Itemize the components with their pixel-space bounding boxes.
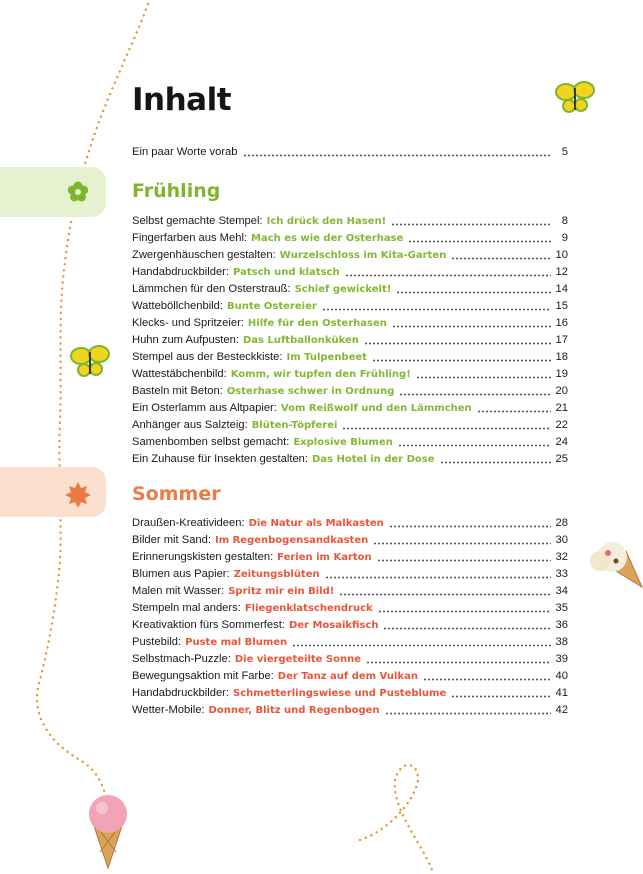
entry-page: 12 (555, 266, 568, 278)
entry-page: 15 (555, 300, 568, 312)
entry-subtitle: Das Hotel in der Dose (312, 454, 435, 465)
entry-label: Handabdruckbilder: (132, 687, 230, 699)
entry-subtitle: Im Regenbogensandkasten (214, 535, 369, 546)
entry-page: 32 (555, 551, 568, 563)
entry-label: Bilder mit Sand: (132, 534, 211, 546)
entry-label: Wetter-Mobile: (132, 704, 205, 716)
butterfly-icon (71, 346, 109, 376)
entry-label: Basteln mit Beton: (132, 385, 223, 397)
entry-subtitle: Ich drück den Hasen! (266, 216, 387, 227)
sun-icon (64, 481, 92, 509)
dot-leader (342, 427, 550, 430)
dot-leader (364, 342, 551, 345)
entry-page: 33 (555, 568, 568, 580)
entry-label: Samenbomben selbst gemacht: (132, 436, 290, 448)
entry-page: 24 (555, 436, 568, 448)
toc-entry[interactable] (132, 315, 568, 332)
entry-page: 30 (555, 534, 568, 546)
entry-subtitle: Wurzelschloss im Kita-Garten (279, 250, 447, 261)
toc-entry[interactable] (132, 651, 568, 668)
dot-leader (451, 695, 550, 698)
section-heading-spring: Frühling (132, 180, 221, 202)
entry-label: Ein Zuhause für Insekten gestalten: (132, 453, 309, 465)
entry-page: 42 (555, 704, 568, 716)
entry-subtitle: Bunte Ostereier (227, 301, 317, 312)
dot-leader (325, 576, 551, 579)
entry-page: 17 (555, 334, 568, 346)
entry-subtitle: Fliegenklatschendruck (244, 603, 373, 614)
toc-entry[interactable] (132, 600, 568, 617)
dot-leader (378, 610, 551, 613)
entry-page: 36 (555, 619, 568, 631)
entry-label: Selbstmach-Puzzle: (132, 653, 231, 665)
entry-label: Stempel aus der Besteckkiste: (132, 351, 283, 363)
toc-entry[interactable] (132, 668, 568, 685)
toc-entry[interactable] (132, 451, 568, 468)
toc-entry[interactable] (132, 532, 568, 549)
entry-page: 35 (555, 602, 568, 614)
entry-label: Ein Osterlamm aus Altpapier: (132, 402, 277, 414)
toc-entry[interactable] (132, 617, 568, 634)
entry-subtitle: Das Luftballonküken (242, 335, 359, 346)
toc-entry[interactable] (132, 247, 568, 264)
entry-subtitle: Donner, Blitz und Regenbogen (208, 705, 380, 716)
dot-leader (385, 712, 551, 715)
entry-subtitle: Im Tulpenbeet (286, 352, 367, 363)
entry-subtitle: Spritz mir ein Bild! (228, 586, 335, 597)
toc-entry[interactable] (132, 213, 568, 230)
toc-entry[interactable] (132, 549, 568, 566)
entry-page: 16 (555, 317, 568, 329)
entry-subtitle: Hilfe für den Osterhasen (247, 318, 387, 329)
entry-subtitle: Explosive Blumen (293, 437, 393, 448)
entry-subtitle: Puste mal Blumen (185, 637, 288, 648)
entry-subtitle: Der Tanz auf dem Vulkan (277, 671, 418, 682)
entry-label: Erinnerungskisten gestalten: (132, 551, 274, 563)
entry-label: Zwergenhäuschen gestalten: (132, 249, 276, 261)
entry-label: Anhänger aus Salzteig: (132, 419, 248, 431)
toc-entry[interactable] (132, 566, 568, 583)
dot-leader (399, 393, 550, 396)
entry-label: Wattestäbchenbild: (132, 368, 227, 380)
toc-entry[interactable] (132, 366, 568, 383)
ice-cream-cone-icon (89, 795, 127, 868)
entry-label: Selbst gemachte Stempel: (132, 215, 263, 227)
dot-leader (383, 627, 550, 630)
toc-entry[interactable] (132, 264, 568, 281)
dot-leader (416, 376, 551, 379)
intro-entry[interactable] (132, 144, 568, 161)
entry-label: Handabdruckbilder: (132, 266, 230, 278)
entry-page: 5 (561, 146, 568, 158)
entry-subtitle: Zeitungsblüten (233, 569, 320, 580)
toc-list-spring (132, 213, 568, 468)
flower-icon (66, 180, 90, 204)
entry-page: 40 (555, 670, 568, 682)
entry-subtitle: Osterhase schwer in Ordnung (226, 386, 395, 397)
dot-leader (396, 291, 550, 294)
entry-page: 9 (561, 232, 568, 244)
dot-leader (372, 359, 551, 362)
toc-entry[interactable] (132, 400, 568, 417)
toc-entry[interactable] (132, 349, 568, 366)
entry-label: Malen mit Wasser: (132, 585, 225, 597)
toc-entry[interactable] (132, 685, 568, 702)
entry-subtitle: Die Natur als Malkasten (248, 518, 384, 529)
entry-page: 8 (561, 215, 568, 227)
entry-label: Pustebild: (132, 636, 182, 648)
toc-entry[interactable] (132, 332, 568, 349)
entry-subtitle: Vom Reißwolf und den Lämmchen (280, 403, 472, 414)
dot-leader (440, 461, 551, 464)
dot-leader (477, 410, 551, 413)
entry-label: Kreativaktion fürs Sommerfest: (132, 619, 285, 631)
dot-leader (408, 240, 551, 243)
dot-leader (373, 542, 550, 545)
toc-entry[interactable] (132, 383, 568, 400)
section-tab-spring (0, 167, 106, 217)
toc-entry[interactable] (132, 702, 568, 719)
entry-page: 10 (555, 249, 568, 261)
dot-leader (366, 661, 551, 664)
dot-leader (339, 593, 550, 596)
toc-entry[interactable] (132, 434, 568, 451)
dot-leader (389, 525, 551, 528)
dot-leader (322, 308, 551, 311)
entry-page: 21 (555, 402, 568, 414)
entry-page: 34 (555, 585, 568, 597)
entry-page: 20 (555, 385, 568, 397)
toc-entry[interactable] (132, 417, 568, 434)
page-title: Inhalt (132, 82, 232, 118)
dot-leader (451, 257, 550, 260)
toc-entry[interactable] (132, 281, 568, 298)
entry-label: Huhn zum Aufpusten: (132, 334, 239, 346)
entry-subtitle: Blüten-Töpferei (251, 420, 338, 431)
entry-subtitle: Patsch und klatsch (233, 267, 340, 278)
entry-page: 18 (555, 351, 568, 363)
butterfly-icon (556, 82, 594, 112)
toc-list-summer (132, 515, 568, 719)
entry-page: 19 (555, 368, 568, 380)
entry-page: 41 (555, 687, 568, 699)
entry-page: 28 (555, 517, 568, 529)
entry-page: 25 (555, 453, 568, 465)
entry-label: Fingerfarben aus Mehl: (132, 232, 248, 244)
entry-subtitle: Mach es wie der Osterhase (251, 233, 404, 244)
entry-page: 39 (555, 653, 568, 665)
dot-leader (398, 444, 551, 447)
entry-label: Blumen aus Papier: (132, 568, 230, 580)
dot-leader (392, 325, 551, 328)
entry-subtitle: Der Mosaikfisch (288, 620, 379, 631)
ice-cream-cone-icon (590, 542, 642, 587)
entry-label: Lämmchen für den Osterstrauß: (132, 283, 291, 295)
dot-leader (292, 644, 550, 647)
entry-subtitle: Ferien im Karton (277, 552, 372, 563)
entry-label: Ein paar Worte vorab (132, 146, 238, 158)
dot-leader (423, 678, 551, 681)
entry-page: 14 (555, 283, 568, 295)
toc-entry[interactable] (132, 583, 568, 600)
entry-subtitle: Die viergeteilte Sonne (234, 654, 362, 665)
dot-leader (345, 274, 551, 277)
entry-label: Bewegungsaktion mit Farbe: (132, 670, 274, 682)
dotted-path-right (360, 765, 432, 870)
dot-leader (243, 154, 551, 157)
dot-leader (377, 559, 551, 562)
toc-entry[interactable] (132, 634, 568, 651)
entry-subtitle: Schmetterlingswiese und Pusteblume (233, 688, 447, 699)
entry-label: Draußen-Kreativideen: (132, 517, 245, 529)
toc-entry[interactable] (132, 515, 568, 532)
section-heading-summer: Sommer (132, 483, 221, 505)
entry-label: Klecks- und Spritzeier: (132, 317, 244, 329)
dot-leader (391, 223, 551, 226)
entry-subtitle: Schief gewickelt! (294, 284, 392, 295)
entry-page: 38 (555, 636, 568, 648)
entry-subtitle: Komm, wir tupfen den Frühling! (230, 369, 411, 380)
entry-label: Watteböllchenbild: (132, 300, 224, 312)
entry-label: Stempeln mal anders: (132, 602, 241, 614)
entry-page: 22 (555, 419, 568, 431)
toc-entry[interactable] (132, 230, 568, 247)
toc-entry[interactable] (132, 298, 568, 315)
